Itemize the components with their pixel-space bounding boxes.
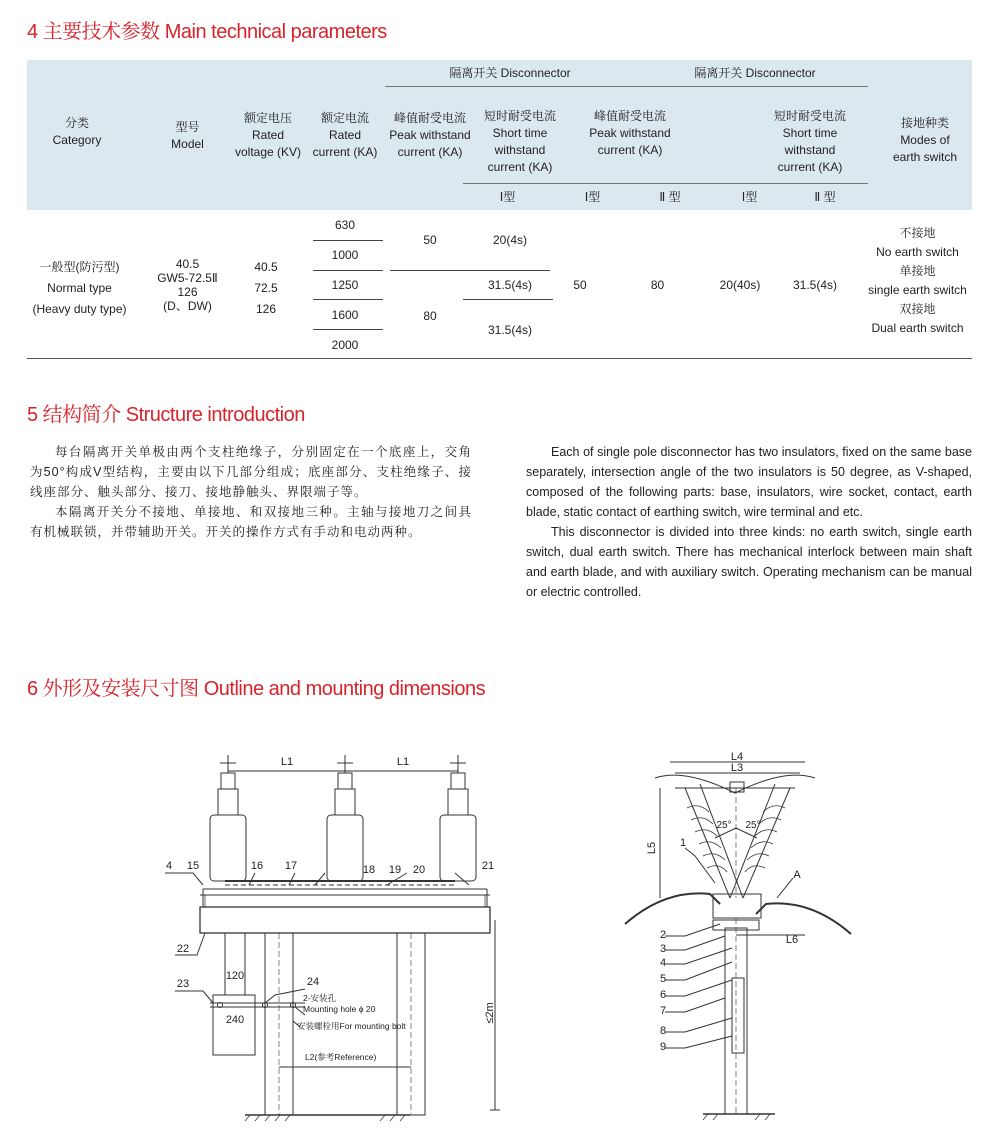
svg-text:≤2m: ≤2m — [484, 1002, 496, 1024]
header-peak-1: 峰值耐受电流 Peak withstand current (KA) — [389, 111, 471, 159]
peak1-50: 50 — [423, 233, 437, 247]
svg-text:L2(参考Reference): L2(参考Reference) — [305, 1052, 377, 1062]
short2-I: 20(40s) — [719, 278, 761, 292]
svg-text:安装螺栓用For mounting bolt: 安装螺栓用For mounting bolt — [297, 1021, 406, 1031]
subtype-divider — [463, 183, 868, 184]
svg-text:L6: L6 — [785, 934, 799, 946]
svg-text:5: 5 — [659, 973, 667, 985]
cell-voltage: 40.5 72.5 126 — [254, 260, 278, 316]
subtype-3: Ⅱ 型 — [659, 190, 681, 204]
svg-text:21: 21 — [481, 860, 495, 872]
section-title-structure: 5 结构简介 Structure introduction — [27, 404, 305, 426]
row-line — [463, 299, 553, 300]
group-header-2: 隔离开关 Disconnector — [694, 66, 816, 80]
short1-315b: 31.5(4s) — [487, 323, 533, 337]
svg-text:L3: L3 — [730, 762, 744, 774]
header-current: 额定电流 Rated current (KA) — [312, 111, 378, 159]
section-title-outline: 6 外形及安装尺寸图 Outline and mounting dimensions — [27, 678, 486, 700]
header-short-2: 短时耐受电流 Short time withstand current (KA) — [773, 109, 846, 174]
short2-II: 31.5(4s) — [792, 278, 838, 292]
cell-earth: 不接地 No earth switch 单接地 single earth switch 双接地 Dual earth switch — [868, 226, 967, 335]
subtype-2: Ⅰ型 — [584, 190, 601, 204]
svg-text:15: 15 — [186, 860, 200, 872]
svg-text:1: 1 — [679, 837, 687, 849]
svg-text:120: 120 — [225, 970, 245, 982]
svg-text:8: 8 — [659, 1025, 667, 1037]
svg-text:2-安装孔: 2-安装孔 — [303, 993, 337, 1003]
subtype-1: Ⅰ型 — [499, 190, 516, 204]
svg-text:4: 4 — [165, 860, 173, 872]
svg-text:16: 16 — [250, 860, 264, 872]
svg-text:18: 18 — [362, 864, 376, 876]
current-1600: 1600 — [331, 308, 359, 322]
header-short-1: 短时耐受电流 Short time withstand current (KA) — [483, 109, 556, 174]
structure-text-en: Each of single pole disconnector has two insulators, fixed on the same base separately, intersection angle of the two insulators is 50 degree, as V-shaped, composed of the following parts: base, insulators, wire socket, contact, earth blade, static contact of earthing switch, wire terminal and etc. This disconnector is divided into three kinds: no earth switch, single earth switch, dual earth switch. There has mechanical interlock between main shaft and earth blade, and with auxiliary switch. Operating mechanism can be manual or electric controlled. — [526, 445, 972, 599]
svg-text:L4: L4 — [730, 751, 744, 763]
row-line — [313, 329, 383, 330]
svg-text:240: 240 — [225, 1014, 245, 1026]
svg-text:3: 3 — [659, 943, 667, 955]
svg-text:22: 22 — [176, 943, 190, 955]
svg-text:2: 2 — [659, 929, 667, 941]
front-view-drawing — [155, 745, 525, 1130]
header-model: 型号 Model — [171, 120, 204, 151]
svg-text:9: 9 — [659, 1041, 667, 1053]
svg-text:19: 19 — [388, 864, 402, 876]
table-bottom-rule — [27, 358, 972, 359]
short1-315a: 31.5(4s) — [487, 278, 533, 292]
svg-text:24: 24 — [306, 976, 320, 988]
row-line — [313, 299, 383, 300]
peak1-80: 80 — [423, 309, 437, 323]
svg-text:20: 20 — [412, 864, 426, 876]
svg-text:25°: 25° — [745, 820, 761, 831]
svg-text:25°: 25° — [716, 820, 732, 831]
subtype-4: Ⅰ型 — [741, 190, 758, 204]
svg-text:23: 23 — [176, 978, 190, 990]
svg-text:L1: L1 — [396, 756, 410, 768]
svg-text:4: 4 — [659, 957, 667, 969]
cell-model: 40.5 GW5-72.5Ⅱ 126 (D、DW) — [157, 257, 218, 313]
row-line — [390, 270, 550, 271]
structure-text-cn: 每台隔离开关单极由两个支柱绝缘子，分别固定在一个底座上，交角为50°构成V型结构，主要由以下几部分组成；底座部分、支柱绝缘子、接线座部分、触头部分、接刀、接地静触头、界限端子等。 本隔离开关分不接地、单接地、和双接地三种。主轴与接地刀之间具有机械联锁，并带辅助开关。开关的操作方式有手动和电动两种。 — [30, 445, 472, 539]
subtype-5: Ⅱ 型 — [814, 190, 836, 204]
svg-text:7: 7 — [659, 1005, 667, 1017]
svg-text:Mounting hole ϕ 20: Mounting hole ϕ 20 — [303, 1004, 376, 1014]
header-voltage: 额定电压 Rated voltage (KV) — [234, 111, 302, 159]
current-630: 630 — [334, 218, 356, 232]
short1-20: 20(4s) — [492, 233, 527, 247]
svg-text:L5: L5 — [646, 841, 658, 855]
row-line — [313, 270, 383, 271]
side-view-drawing — [615, 748, 865, 1130]
current-1250: 1250 — [331, 278, 359, 292]
svg-text:A: A — [793, 869, 801, 881]
current-2000: 2000 — [331, 338, 359, 352]
peak2-II: 80 — [650, 278, 665, 292]
section-title-parameters: 4 主要技术参数 Main technical parameters — [27, 21, 387, 43]
svg-text:17: 17 — [284, 860, 298, 872]
row-line — [313, 240, 383, 241]
group-header-1: 隔离开关 Disconnector — [449, 66, 571, 80]
header-earth: 接地种类 Modes of earth switch — [892, 116, 958, 164]
group-divider — [385, 86, 868, 87]
peak2-I: 50 — [573, 278, 587, 292]
svg-text:6: 6 — [659, 989, 667, 1001]
current-1000: 1000 — [331, 248, 359, 262]
header-peak-2: 峰值耐受电流 Peak withstand current (KA) — [589, 109, 671, 157]
cell-category: 一般型(防污型) Normal type (Heavy duty type) — [32, 260, 127, 316]
header-category: 分类 Category — [52, 116, 102, 147]
svg-text:L1: L1 — [280, 756, 294, 768]
